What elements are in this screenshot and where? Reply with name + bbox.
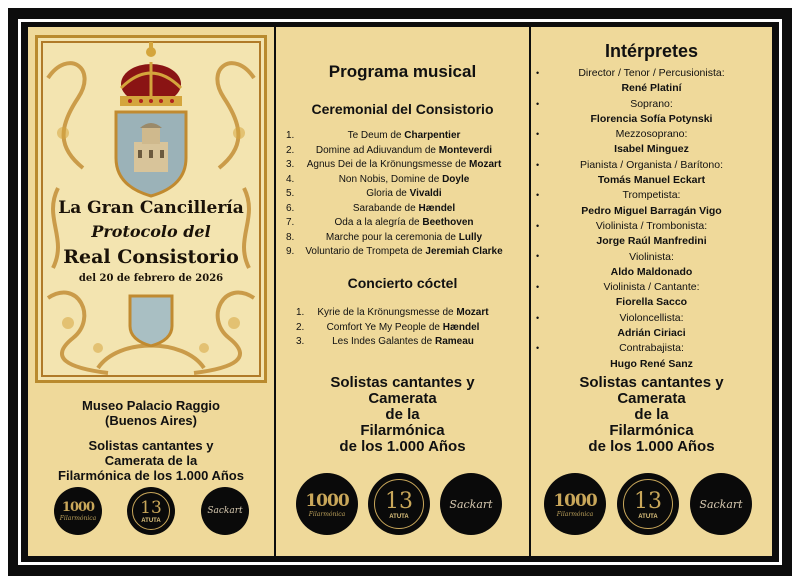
right-credits-line: de los 1.000 Años (588, 438, 715, 455)
bullet-icon: • (536, 251, 540, 261)
list-item: 4. Non Nobis, Domine de Doyle (286, 173, 470, 185)
list-item: 6. Sarabande de Hændel (286, 202, 456, 214)
list-item: 1. Te Deum de Charpentier (286, 130, 461, 141)
venue (28, 398, 274, 428)
venue-name: Museo Palacio Raggio (82, 398, 220, 413)
middle-credits-line: de la (385, 406, 420, 423)
interpretes-title: Intérpretes (604, 41, 699, 61)
middle-credits-line: Camerata (368, 390, 437, 407)
list-item: 2. Comfort Ye My People de Hændel (296, 321, 480, 333)
performer-name: Tomás Manuel Eckart (597, 174, 706, 187)
programa-title: Programa musical (328, 62, 477, 81)
list-item: 1. Kyrie de la Krönungsmesse de Mozart (296, 307, 489, 318)
bullet-icon: • (536, 68, 540, 78)
bullet-icon: • (536, 99, 540, 109)
performer-role: Trompetista: (622, 189, 681, 202)
premio-atuta-logo: 13 ATUTA (617, 473, 679, 535)
left-credits-line: Camerata de la (104, 453, 198, 468)
filarmonica-logo: 1000 Filarmónica (54, 487, 102, 535)
performer-role: Violoncellista: (619, 311, 684, 324)
performer-role: Mezzosoprano: (615, 128, 688, 141)
bullet-icon: • (536, 190, 540, 200)
poster (35, 35, 267, 383)
bullet-icon: • (536, 282, 540, 292)
right-credits-line: de la (634, 406, 669, 423)
poster-title: La Gran Cancillería (58, 198, 244, 218)
middle-credits-line: Filarmónica (360, 422, 445, 439)
middle-credits-line: Solistas cantantes y (330, 374, 475, 391)
performer-role: Violinista: (629, 250, 674, 263)
poster-subtitle: Protocolo del (91, 222, 211, 241)
performer-role: Soprano: (630, 97, 673, 110)
lower-shield-icon (130, 296, 172, 346)
coat-of-arms-icon (116, 112, 186, 196)
list-item: 5. Gloria de Vivaldi (286, 188, 442, 199)
list-item: 3. Agnus Dei de la Krönungsmesse de Mozart (286, 159, 502, 170)
list-item: 7. Oda a la alegría de Beethoven (286, 217, 474, 228)
performer-role: Pianista / Organista / Barítono: (580, 158, 723, 171)
performer-role: Violinista / Trombonista: (595, 219, 708, 232)
performer-name: Fiorella Sacco (615, 296, 688, 309)
performer-name: Jorge Raúl Manfredini (596, 235, 707, 248)
filarmonica-logo: 1000 Filarmónica (296, 473, 358, 535)
ceremonial-title: Ceremonial del Consistorio (311, 101, 494, 117)
bullet-icon: • (536, 129, 540, 139)
bullet-icon: • (536, 313, 540, 323)
performers-list (531, 66, 772, 372)
bullet-icon: • (536, 221, 540, 231)
performer-name: Adrián Ciriaci (617, 327, 686, 340)
list-item: 2. Domine ad Adiuvandum de Monteverdi (286, 144, 493, 156)
right-credits-line: Camerata (617, 390, 686, 407)
performer-role: Contrabajista: (619, 342, 684, 355)
performer-name: Hugo René Sanz (610, 357, 693, 370)
right-credits (531, 375, 772, 455)
list-item: 3. Les Indes Galantes de Rameau (296, 336, 474, 347)
poster-event: Real Consistorio (63, 246, 239, 268)
middle-credits (276, 375, 529, 455)
right-credits-line: Filarmónica (609, 422, 694, 439)
left-credits-line: Filarmónica de los 1.000 Años (58, 468, 244, 483)
cocktail-title: Concierto cóctel (347, 275, 458, 291)
right-credits-line: Solistas cantantes y (579, 374, 724, 391)
filarmonica-logo: 1000 Filarmónica (544, 473, 606, 535)
crown-icon (120, 42, 182, 106)
performer-name: René Platiní (621, 82, 682, 95)
left-credits-line: Solistas cantantes y (88, 438, 214, 453)
left-credits (28, 438, 274, 483)
performer-role: Violinista / Cantante: (603, 281, 700, 294)
poster-date: del 20 de febrero de 2026 (78, 273, 224, 284)
performer-name: Aldo Maldonado (610, 265, 693, 278)
middle-credits-line: de los 1.000 Años (339, 438, 466, 455)
performer-role: Director / Tenor / Percusionista: (578, 67, 725, 79)
performer-name: Florencia Sofía Potynski (590, 112, 713, 125)
sackart-logo: Sackart (690, 473, 752, 535)
list-item: 8. Marche pour la ceremonia de Lully (286, 231, 483, 243)
venue-city: (Buenos Aires) (105, 413, 197, 428)
list-item: 9. Voluntario de Trompeta de Jeremiah Clarke (286, 246, 503, 257)
premio-atuta-logo: 13 ATUTA (368, 473, 430, 535)
ceremonial-list (286, 129, 522, 260)
bullet-icon: • (536, 343, 540, 353)
cocktail-list (296, 306, 510, 350)
premio-atuta-logo: 13 ATUTA (127, 487, 175, 535)
bullet-icon: • (536, 160, 540, 170)
performer-name: Isabel Minguez (614, 143, 689, 156)
sackart-logo: Sackart (440, 473, 502, 535)
performer-name: Pedro Miguel Barragán Vigo (581, 204, 722, 217)
sackart-logo: Sackart (201, 487, 249, 535)
